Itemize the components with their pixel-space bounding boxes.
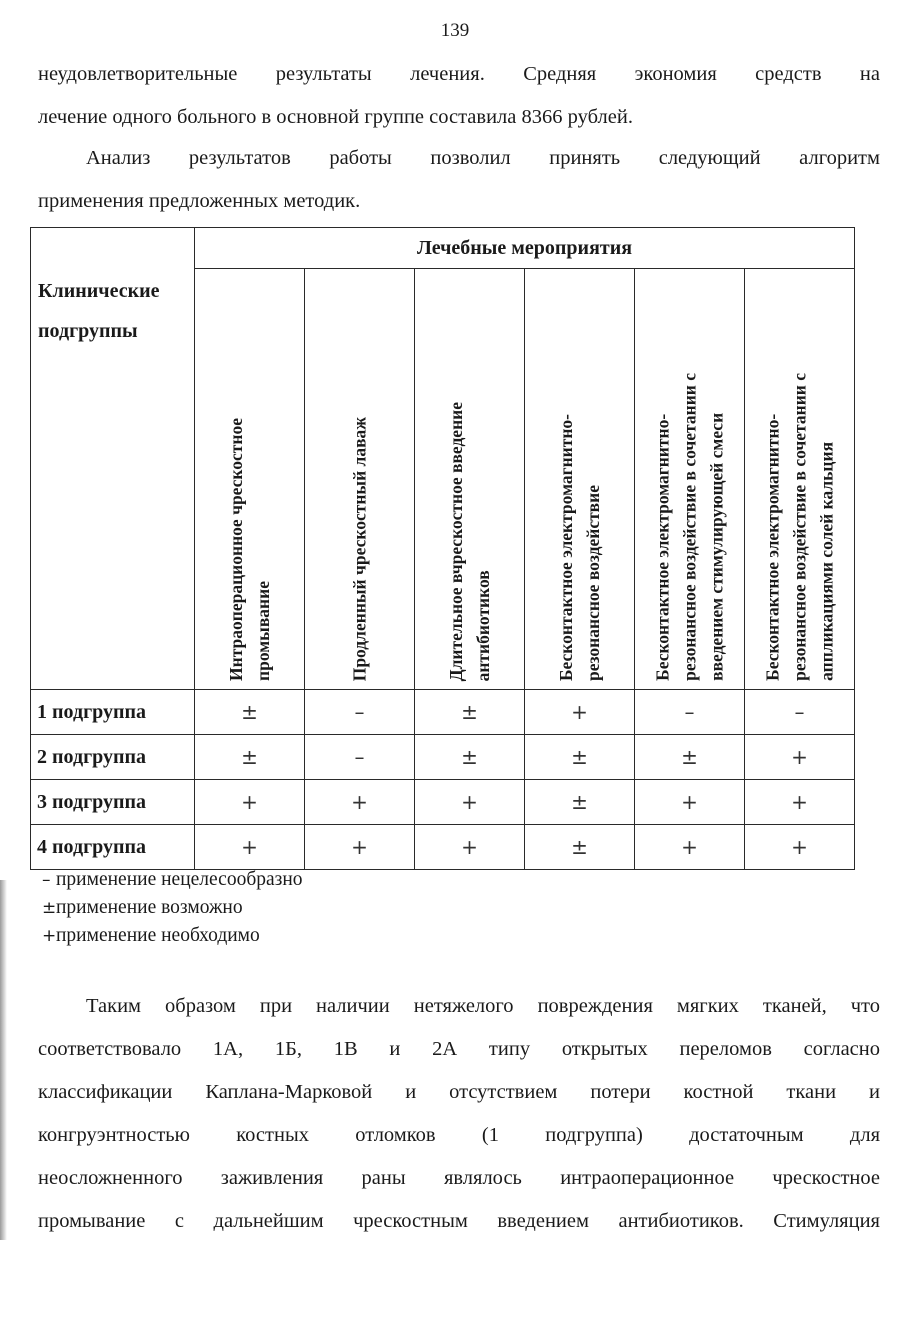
- legend-text: применение возможно: [56, 897, 243, 918]
- table-cell: +: [415, 825, 525, 870]
- paragraph-line: классификации Каплана-Марковой и отсутствием потери костной ткани и: [38, 1081, 880, 1103]
- table-cell: –: [305, 735, 415, 780]
- column-header-line: Интраоперационное чрескостное: [225, 418, 246, 681]
- table-cell: ±: [415, 735, 525, 780]
- paragraph-line: промывание с дальнейшим чрескостным введением антибиотиков. Стимуляция: [38, 1210, 880, 1232]
- row-label: 3 подгруппа: [31, 780, 195, 825]
- paragraph-line: соответствовало 1А, 1Б, 1В и 2А типу открытых переломов согласно: [38, 1038, 880, 1060]
- table-cell: –: [745, 690, 855, 735]
- table-cell: ±: [525, 735, 635, 780]
- page-number: 139: [440, 20, 470, 41]
- column-header-em-resonance: [525, 269, 635, 690]
- column-header-line: аппликациями солей кальция: [816, 442, 836, 681]
- paragraph-line: лечение одного больного в основной группе составила 8366 рублей.: [38, 106, 633, 128]
- table-cell: +: [525, 690, 635, 735]
- column-header-em-resonance-stimulant: [635, 269, 745, 690]
- paragraph-economy: [38, 53, 880, 139]
- row-header-subgroups: Клинические подгруппы: [31, 269, 195, 690]
- table-row: [31, 780, 855, 825]
- legend-item: [42, 866, 303, 894]
- column-header-line: Продленный чрескостный лаваж: [349, 416, 369, 681]
- column-header-line: антибиотиков: [472, 569, 493, 681]
- paragraph-conclusion: [38, 985, 880, 1243]
- table-cell: +: [195, 780, 305, 825]
- column-header-line: Бесконтактное электромагнитно-: [652, 413, 672, 681]
- legend-symbol: –: [42, 870, 51, 890]
- legend-text: применение необходимо: [56, 925, 260, 946]
- table-cell: ±: [195, 690, 305, 735]
- table-legend: [42, 866, 303, 950]
- table-cell: +: [635, 780, 745, 825]
- row-label: 2 подгруппа: [31, 735, 195, 780]
- row-label: 1 подгруппа: [31, 690, 195, 735]
- paragraph-line: Анализ результатов работы позволил принять следующий алгоритм: [86, 147, 880, 169]
- table-cell: ±: [635, 735, 745, 780]
- column-header-line: резонансное воздействие в сочетании с: [679, 373, 699, 681]
- table-cell: ±: [525, 825, 635, 870]
- paragraph-line: неосложненного заживления раны являлось интраоперационное чрескостное: [38, 1167, 880, 1189]
- paragraph-line: неудовлетворительные результаты лечения. Средняя экономия средств на: [38, 63, 880, 85]
- table-cell: +: [305, 825, 415, 870]
- column-header-intraop-lavage: [195, 269, 305, 690]
- table-cell: –: [305, 690, 415, 735]
- table-cell: +: [745, 735, 855, 780]
- scan-edge-shadow: [0, 880, 7, 1240]
- group-header-treatments: Лечебные мероприятия: [195, 228, 855, 269]
- table-cell: +: [635, 825, 745, 870]
- column-header-line: промывание: [252, 581, 273, 681]
- legend-item: [42, 894, 303, 922]
- paragraph-line: Таким образом при наличии нетяжелого повреждения мягких тканей, что: [86, 995, 880, 1017]
- column-header-line: введением стимулирующей смеси: [706, 412, 726, 681]
- column-header-line: резонансное воздействие в сочетании с: [789, 373, 809, 681]
- table-cell: +: [415, 780, 525, 825]
- paragraph-analysis: [38, 137, 880, 223]
- paragraph-line: конгруэнтностью костных отломков (1 подгруппа) достаточным для: [38, 1124, 880, 1146]
- column-header-prolonged-lavage: [305, 269, 415, 690]
- column-header-line: Длительное вчрескостное введение: [445, 401, 466, 681]
- legend-symbol: +: [42, 926, 57, 946]
- table-cell: ±: [525, 780, 635, 825]
- legend-item: [42, 922, 303, 950]
- treatment-algorithm-table: [30, 227, 855, 870]
- paragraph-line: применения предложенных методик.: [38, 190, 361, 212]
- table-cell: –: [635, 690, 745, 735]
- table-cell: +: [745, 780, 855, 825]
- table-cell: ±: [415, 690, 525, 735]
- column-header-line: Бесконтактное электромагнитно-: [555, 413, 576, 681]
- table-cell: +: [195, 825, 305, 870]
- table-cell: +: [305, 780, 415, 825]
- legend-text: применение нецелесообразно: [56, 869, 303, 890]
- column-header-em-resonance-calcium: [745, 269, 855, 690]
- table-row: [31, 690, 855, 735]
- table-row: [31, 825, 855, 870]
- row-label: 4 подгруппа: [31, 825, 195, 870]
- column-header-antibiotics: [415, 269, 525, 690]
- column-header-line: Бесконтактное электромагнитно-: [762, 413, 782, 681]
- table-corner-cell: [31, 228, 195, 269]
- table-cell: +: [745, 825, 855, 870]
- table-cell: ±: [195, 735, 305, 780]
- legend-symbol: ±: [42, 898, 57, 918]
- table-row: [31, 735, 855, 780]
- column-header-line: резонансное воздействие: [582, 484, 603, 681]
